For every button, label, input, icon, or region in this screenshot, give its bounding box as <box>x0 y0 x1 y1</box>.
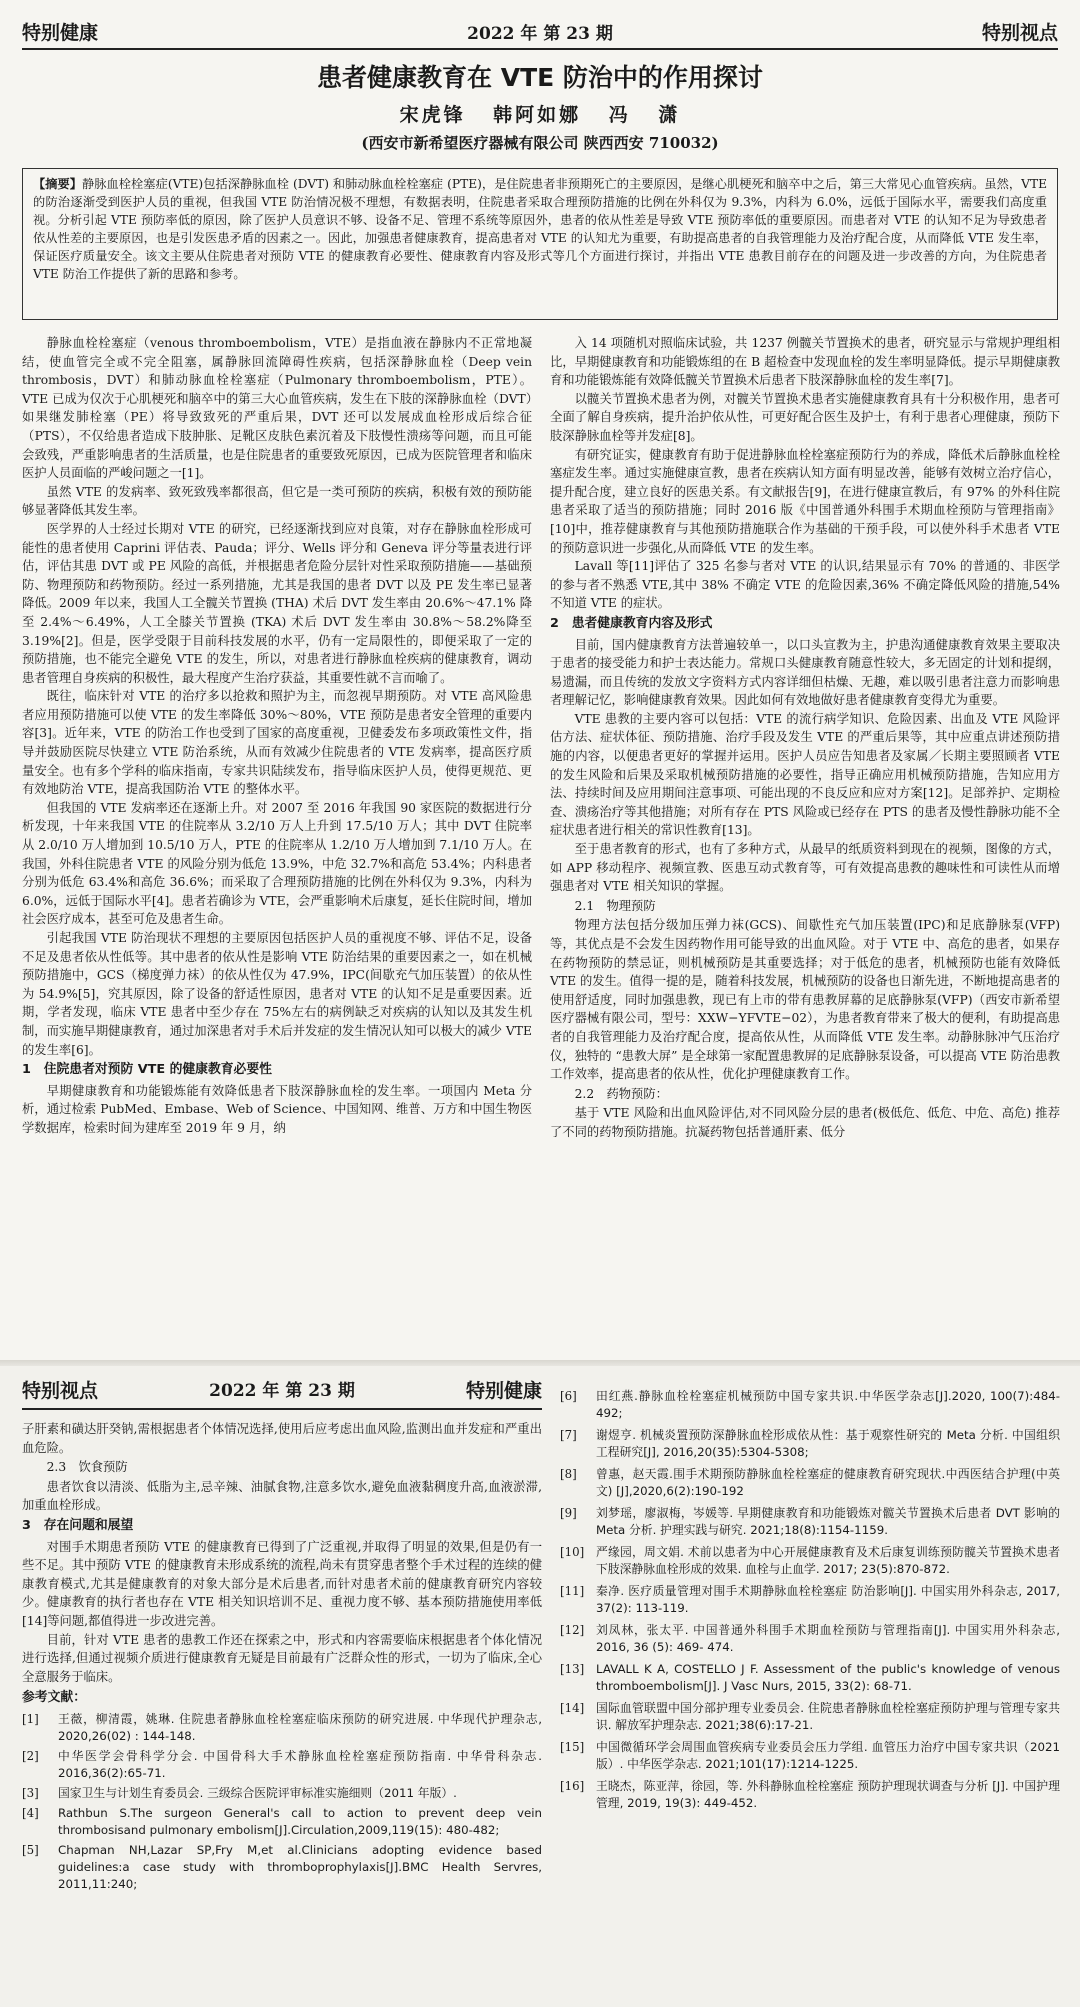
page-two <box>0 1366 1080 2007</box>
subsection-heading: 2.3 饮食预防 <box>46 1460 128 1475</box>
paragraph: 早期健康教育和功能锻炼能有效降低患者下肢深静脉血栓的发生率。一项国内 Meta 分析，通过检索 PubMed、Embase、Web of Science、中国知网、维普、万方和中国生物医学数据库，检索时间为建库至 2019 年 9 月，纳 <box>22 1083 532 1135</box>
issue-label: 2022 年 第 23 期 <box>467 23 613 44</box>
paragraph: VTE 患教的主要内容可以包括：VTE 的流行病学知识、危险因素、出血及 VTE 风险评估方法、症状体征、预防措施、治疗手段及发生 VTE 的严重后果等，其中应重点讲述预防措施的内容，以便患者更好的掌握并运用。医护人员应告知患者及家属／长期主要照顾者 VTE 的发生风险和后果及采取机械预防措施的必要性，指导正确应用机械预防措施，告知应用方法、持续时间及应用期间注意事项、可能出现的不良反应和应对方案[12]。足部养护、定期检查、溃疡治疗等其他措施；对所有存在 PTS 风险或已经存在 PTS 的患者及慢性静脉功能不全症状患者进行相关的常识性教育[13]。 <box>550 711 1060 838</box>
paragraph: 目前，国内健康教育方法普遍较单一，以口头宣教为主，护患沟通健康教育效果主要取决于患者的接受能力和护士表达能力。常规口头健康教育随意性较大，多无固定的计划和提纲，易遗漏，而且传统的发放文字资料方式内容详细但枯燥、无趣，难以吸引患者注意力而影响患者理解记忆，影响健康教育效果。因此如何有效地做好患者健康教育变得尤为重要。 <box>550 637 1060 708</box>
subsection-heading: 2.1 物理预防 <box>574 898 656 913</box>
paragraph: Lavall 等[11]评估了 325 名参与者对 VTE 的认识,结果显示有 70% 的普通的、非医学的参与者不熟悉 VTE,其中 38% 不确定 VTE 的危险因素,36% 不确定降低风险的措施,54% 不知道 VTE 的症状。 <box>550 559 1060 611</box>
article-title: 患者健康教育在 VTE 防治中的作用探讨 <box>317 63 763 92</box>
reference-text: Rathbun S.The surgeon General's call to action to prevent deep vein thrombosisand pulmonary embolism[J].Circulation,2009,119(15): 480-482; <box>58 1805 542 1837</box>
reference-text: 刘凤林，张太平. 中国普通外科围手术期血栓预防与管理指南[J]. 中国实用外科杂志, 2016, 36 (5): 469- 474. <box>596 1623 1060 1654</box>
reference-number: [15] <box>560 1740 585 1754</box>
reference-number: [7] <box>560 1428 577 1442</box>
reference-item <box>560 1622 1060 1656</box>
reference-number: [2] <box>22 1748 39 1763</box>
abstract-label: 【摘要】 <box>33 177 83 191</box>
paragraph: 虽然 VTE 的发病率、致死致残率都很高，但它是一类可预防的疾病，积极有效的预防能够显著降低其发生率。 <box>22 484 532 518</box>
paragraph: 有研究证实，健康教育有助于促进静脉血栓栓塞症预防行为的养成，降低术后静脉血栓栓塞症发生率。通过实施健康宣教，患者在疾病认知方面有明显改善，能够有效树立治疗信心，提升配合度，建立良好的医患关系。有文献报告[9]，在进行健康宣教后，有 97% 的外科住院患者采取了适当的预防措施；同时 2016 版《中国普通外科围手术期血栓预防与管理指南》[10]中，推荐健康教育与其他预防措施联合作为基础的干预手段，可以使外科手术患者 VTE 的预防意识进一步强化,从而降低 VTE 的发生率。 <box>550 447 1060 555</box>
running-header-bottom <box>22 1374 542 1410</box>
references-column <box>560 1388 1060 2000</box>
paragraph: 物理方法包括分级加压弹力袜(GCS)、间歇性充气加压装置(IPC)和足底静脉泵(VFP) 等，其优点是不会发生因药物作用可能导致的出血风险。对于 VTE 中、高危的患者，如果存在药物预防的禁忌证，则机械预防是其重要选择；对于低危的患者，机械预防也能有效降低 VTE 的发生。值得一提的是，随着科技发展，机械预防的设备也日渐先进，不断地提高患者的使用舒适度，同时加强患教，现已有上市的带有患教屏幕的足底静脉泵(VFP)（西安市新希望医疗器械有限公司，型号：XXW−YFVTE−02），为患者教育带来了极大的便利，有助提高患者的自我管理能力及治疗配合度，提高依从性，从而降低 VTE 发生率。动静脉脉冲气压治疗仪，独特的 “患教大屏” 是全球第一家配置患教屏的足底静脉泵设备，可以提高 VTE 防治患教工作效率，提高患者的依从性，优化护理健康教育工作。 <box>550 918 1060 1082</box>
paragraph: 以髋关节置换术患者为例，对髋关节置换术患者实施健康教育具有十分积极作用，患者可全面了解自身疾病，提升治护依从性，可更好配合医生及护士，有利于患者心理健康，预防下肢深静脉血栓等并发症[8]。 <box>550 391 1060 443</box>
paragraph: 静脉血栓栓塞症（venous thromboembolism，VTE）是指血液在静脉内不正常地凝结，使血管完全或不完全阻塞，属静脉回流障碍性疾病，包括深静脉血栓（Deep vein thrombosis，DVT）和肺动脉血栓栓塞症（Pulmonary thromboembolism，PTE）。VTE 已成为仅次于心肌梗死和脑卒中的第三大心血管疾病，发生在下肢的深静脉血栓（DVT）如果继发肺栓塞（PE）将导致致死的严重后果，DVT 还可以发展成血栓形成后综合征（PTS），不仅给患者造成下肢肿胀、足靴区皮肤色素沉着及下肢慢性溃疡等问题，而且可能会致残，严重影响患者的生活质量，也是住院患者的重要致死原因，已成为医院管理者和临床医护人员面临的严峻问题之一[1]。 <box>22 336 532 481</box>
running-header-top <box>22 14 1058 50</box>
reference-number: [8] <box>560 1467 577 1481</box>
paragraph: 至于患者教育的形式，也有了多种方式，从最早的纸质资料到现在的视频，图像的方式，如 APP 移动程序、视频宣教、医患互动式教育等，可有效提高患教的趣味性和可读性从而增强患者对 VTE 相关知识的掌握。 <box>550 842 1060 894</box>
reference-text: 田红燕.静脉血栓栓塞症机械预防中国专家共识.中华医学杂志[J].2020, 100(7):484-492; <box>596 1389 1060 1420</box>
body-column-1 <box>22 334 532 1358</box>
reference-text: 严缘园，周文娟. 术前以患者为中心开展健康教育及术后康复训练预防髋关节置换术患者下肢深静脉血栓形成的效果. 血栓与止血学. 2017; 23(5):870-872. <box>596 1545 1060 1576</box>
reference-item <box>560 1700 1060 1734</box>
reference-number: [13] <box>560 1662 585 1676</box>
journal-section-left: 特别视点 <box>22 1379 99 1402</box>
reference-number: [16] <box>560 1779 585 1793</box>
reference-text: 刘梦瑶，廖淑梅，岑媛等. 早期健康教育和功能锻炼对髋关节置换术后患者 DVT 影响的 Meta 分析. 护理实践与研究. 2021;18(8):1154-1159. <box>596 1506 1060 1537</box>
reference-number: [9] <box>560 1506 577 1520</box>
reference-text: 中国微循环学会周围血管疾病专业委员会压力学组. 血管压力治疗中国专家共识（2021 版）. 中华医学杂志. 2021;101(17):1214-1225. <box>596 1740 1060 1771</box>
paragraph: 基于 VTE 风险和出血风险评估,对不同风险分层的患者(极低危、低危、中危、高危) 推荐了不同的药物预防措施。抗凝药物包括普通肝素、低分 <box>550 1106 1060 1139</box>
body-column-2 <box>550 334 1060 1358</box>
reference-text: 国际血管联盟中国分部护理专业委员会. 住院患者静脉血栓栓塞症预防护理与管理专家共识. 解放军护理杂志. 2021;38(6):17-21. <box>596 1701 1060 1732</box>
reference-number: [14] <box>560 1701 585 1715</box>
reference-text: 曾惠，赵天霞.围手术期预防静脉血栓栓塞症的健康教育研究现状.中西医结合护理(中英文) [J],2020,6(2):190-192 <box>596 1467 1060 1498</box>
reference-item <box>560 1466 1060 1500</box>
reference-item <box>22 1805 542 1839</box>
reference-number: [5] <box>22 1842 39 1857</box>
reference-item <box>560 1544 1060 1578</box>
journal-section-left: 特别健康 <box>22 21 99 44</box>
paragraph: 但我国的 VTE 发病率还在逐渐上升。对 2007 至 2016 年我国 90 家医院的数据进行分析发现，十年来我国 VTE 的住院率从 3.2/10 万人上升到 17.5/10 万人；其中 DVT 住院率从 2.0/10 万人增加到 10.5/10 万人，PTE 的住院率从 1.2/10 万人增加到 7.1/10 万人。在我国，外科住院患者 VTE 的风险分别为低危 13.9%，中危 32.7%和高危 53.4%；内科患者分别为低危 63.4%和高危 36.6%；而采取了合理预防措施的比例在外科仅为 9.3%，内科为 6.0%，远低于国际水平[4]。患者若确诊为 VTE，会严重影响术后康复，延长住院时间，增加社会医疗成本，甚至可危及患者生命。 <box>22 800 532 927</box>
reference-item <box>22 1748 542 1782</box>
subsection-heading: 2.2 药物预防： <box>574 1086 668 1101</box>
paragraph: 目前，针对 VTE 患者的患教工作还在探索之中，形式和内容需要临床根据患者个体化情况进行选择,但通过视频介质进行健康教育无疑是目前最有广泛群众性的形式，一切为了临床,全心全意服务于临床。 <box>22 1632 542 1684</box>
reference-item <box>560 1427 1060 1461</box>
reference-number: [1] <box>22 1711 39 1726</box>
reference-text: 国家卫生与计划生育委员会. 三级综合医院评审标准实施细则（2011 年版）. <box>58 1785 457 1800</box>
reference-text: LAVALL K A, COSTELLO J F. Assessment of the public's knowledge of venous thromboembolism[J]. J Vasc Nurs, 2015, 33(2): 68-71. <box>596 1662 1060 1693</box>
reference-number: [6] <box>560 1389 577 1403</box>
reference-item <box>560 1661 1060 1695</box>
paragraph: 引起我国 VTE 防治现状不理想的主要原因包括医护人员的重视度不够、评估不足，设备不足及患者依从性低等。其中患者的依从性是影响 VTE 防治结果的重要因素之一，如在机械预防措施中，GCS（梯度弹力袜）的依从性仅为 47.9%，IPC(间歇充气加压装置）的依从性为 54.9%[5]，究其原因，除了设备的舒适性原因，患者对 VTE 的认知不足是重要因素。近期，学者发现，临床 VTE 患者中至少存在 75%左右的病例缺乏对疾病的认知以及其发生机制，而实施早期健康教育，通过加深患者对手术后并发症的发生情况认知可以极大的减少 VTE 的发生率[6]。 <box>22 931 532 1057</box>
reference-item <box>560 1505 1060 1539</box>
reference-item <box>22 1785 542 1802</box>
paragraph: 入 14 项随机对照临床试验，共 1237 例髋关节置换术的患者，研究显示与常规护理组相比，早期健康教育和功能锻炼组的在 B 超检查中发现血栓的发生率明显降低。提示早期健康教育和功能锻炼能有效降低髋关节置换术后患者下肢深静脉血栓的发生率[7]。 <box>550 336 1060 388</box>
reference-item <box>560 1778 1060 1812</box>
reference-text: 王晓杰，陈亚萍，徐园，等. 外科静脉血栓栓塞症 预防护理现状调查与分析 [J]. 中国护理管理, 2019, 19(3): 449-452. <box>596 1779 1060 1810</box>
paragraph: 子肝素和磺达肝癸钠,需根据患者个体情况选择,使用后应考虑出血风险,监测出血并发症和严重出血危险。 <box>22 1422 542 1455</box>
paragraph: 对围手术期患者预防 VTE 的健康教育已得到了广泛重视,并取得了明显的效果,但是仍有一些不足。其中预防 VTE 的健康教育未形成系统的流程,尚未有贯穿患者整个手术过程的连续的健康教育模式,尤其是健康教育的对象大部分是术后患者,而针对患者术前的健康教育研究内容较少。健康教育的执行者也存在 VTE 相关知识培训不足、重视力度不够、基本预防措施使用率低[14]等问题,都值得进一步改进完善。 <box>22 1539 542 1628</box>
journal-section-right: 特别健康 <box>465 1379 542 1402</box>
abstract-box <box>22 168 1058 320</box>
paragraph: 医学界的人士经过长期对 VTE 的研究，已经逐渐找到应对良策，对存在静脉血栓形成可能性的患者使用 Caprini 评估表、Pauda；评分、Wells 评分和 Geneva 评分等量表进行评估，评估其患 DVT 或 PE 风险的高低，并根据患者危险分层针对性采取预防措施——基础预防、物理预防和药物预防。经过一系列措施，尤其是我国的患者 DVT 以及 PE 发生率已显著降低。2009 年以来，我国人工全髋关节置换 (THA) 术后 DVT 发生率由 20.6%～47.1% 降至 2.4%～6.49%，人工全膝关节置换 (TKA) 术后 DVT 发生率由 30.8%～58.2%降至 3.19%[2]。但是，医学受限于目前科技发展的水平，仍有一定局限性的，即便采取了一定的预防措施，也不能完全避免 VTE 的发生，所以，对患者进行静脉血栓疾病的健康教育，调动患者管理自身疾病的积极性，最大程度产生治疗获益，其重要性就不言而喻了。 <box>22 521 532 685</box>
reference-text: 中华医学会骨科学分会. 中国骨科大手术静脉血栓栓塞症预防指南. 中华骨科杂志. 2016,36(2):65-71. <box>58 1748 542 1780</box>
reference-number: [4] <box>22 1805 39 1820</box>
paragraph: 既往，临床针对 VTE 的治疗多以抢救和照护为主，而忽视早期预防。对 VTE 高风险患者应用预防措施可以使 VTE 的发生率降低 30%～80%，VTE 预防是患者安全管理的重要内容[3]。近年来，VTE 的防治工作也受到了国家的高度重视，卫健委发布多项政策性文件，指导并鼓励医院尽快建立 VTE 防治系统，从而有效减少住院患者的 VTE 发病率，提高医疗质量安全。也有多个学科的临床指南，专家共识陆续发布，指导临床医护人员，使得更规范、更有效地防治 VTE，提高我国防治 VTE 的整体水平。 <box>22 689 532 797</box>
reference-text: 秦净. 医疗质量管理对围手术期静脉血栓栓塞症 防治影响[J]. 中国实用外科杂志, 2017, 37(2): 113-119. <box>596 1584 1060 1615</box>
reference-text: Chapman NH,Lazar SP,Fry M,et al.Clinicians adopting evidence based guidelines:a case study with thromboprophylaxis[J].BMC Health Servres, 2011,11:240; <box>58 1842 542 1891</box>
reference-item <box>22 1711 542 1745</box>
journal-section-right: 特别视点 <box>981 21 1058 44</box>
reference-text: 王薇，柳清霞，姚琳. 住院患者静脉血栓栓塞症临床预防的研究进展. 中华现代护理杂志, 2020,26(02) : 144-148. <box>58 1711 542 1743</box>
article-authors: 宋虎锋 韩阿如娜 冯 潇 <box>399 104 681 126</box>
reference-number: [11] <box>560 1584 585 1598</box>
reference-number: [10] <box>560 1545 585 1559</box>
abstract-text: 静脉血栓栓塞症(VTE)包括深静脉血栓 (DVT) 和肺动脉血栓栓塞症 (PTE)，是住院患者非预期死亡的主要原因，是继心肌梗死和脑卒中之后，第三大常见心血管疾病。虽然，VTE 的防治逐渐受到医护人员的重视，但我国 VTE 防治情况极不理想，有数据表明，住院患者采取合理预防措施的比例在外科仅为 9.3%，内科为 6.0%，远低于国际水平，需要我们高度重视。分析引起 VTE 预防率低的原因，除了医护人员意识不够、设备不足、管理不系统等原因外，患者的依从性差是导致 VTE 预防率低的重要原因。而患者对 VTE 的认知不足为导致患者依从性差的主要原因，也是引发医患矛盾的因素之一。因此，加强患者健康教育，提高患者对 VTE 的认知尤为重要，有助提高患者的自我管理能力及治疗配合度，从而降低 VTE 发生率，保证医疗质量安全。该文主要从住院患者对预防 VTE 的健康教育必要性、健康教育内容及形式等几个方面进行探讨，并指出 VTE 患教目前存在的问题及进一步改善的方向，为住院患者 VTE 防治工作提供了新的思路和参考。 <box>33 177 1047 281</box>
reference-number: [12] <box>560 1623 585 1637</box>
section-heading: 2 患者健康教育内容及形式 <box>550 615 713 631</box>
reference-item <box>560 1583 1060 1617</box>
reference-item <box>560 1739 1060 1773</box>
paragraph: 患者饮食以清淡、低脂为主,忌辛辣、油腻食物,注意多饮水,避免血液黏稠度升高,血液淤滞,加重血栓形成。 <box>22 1479 542 1513</box>
reference-item <box>560 1388 1060 1422</box>
section-heading: 1 住院患者对预防 VTE 的健康教育必要性 <box>22 1062 272 1078</box>
reference-text: 谢煜亨. 机械炎置预防深静脉血栓形成依从性：基于观察性研究的 Meta 分析. 中国组织工程研究[J], 2016,20(35):5304-5308; <box>596 1428 1060 1459</box>
body-column-3 <box>22 1379 542 2002</box>
article-affiliation: (西安市新希望医疗器械有限公司 陕西西安 710032) <box>361 134 719 152</box>
issue-label: 2022 年 第 23 期 <box>209 1380 355 1401</box>
references-heading: 参考文献： <box>22 1690 86 1706</box>
section-heading: 3 存在问题和展望 <box>22 1517 134 1533</box>
reference-item <box>22 1842 542 1893</box>
reference-number: [3] <box>22 1785 39 1800</box>
